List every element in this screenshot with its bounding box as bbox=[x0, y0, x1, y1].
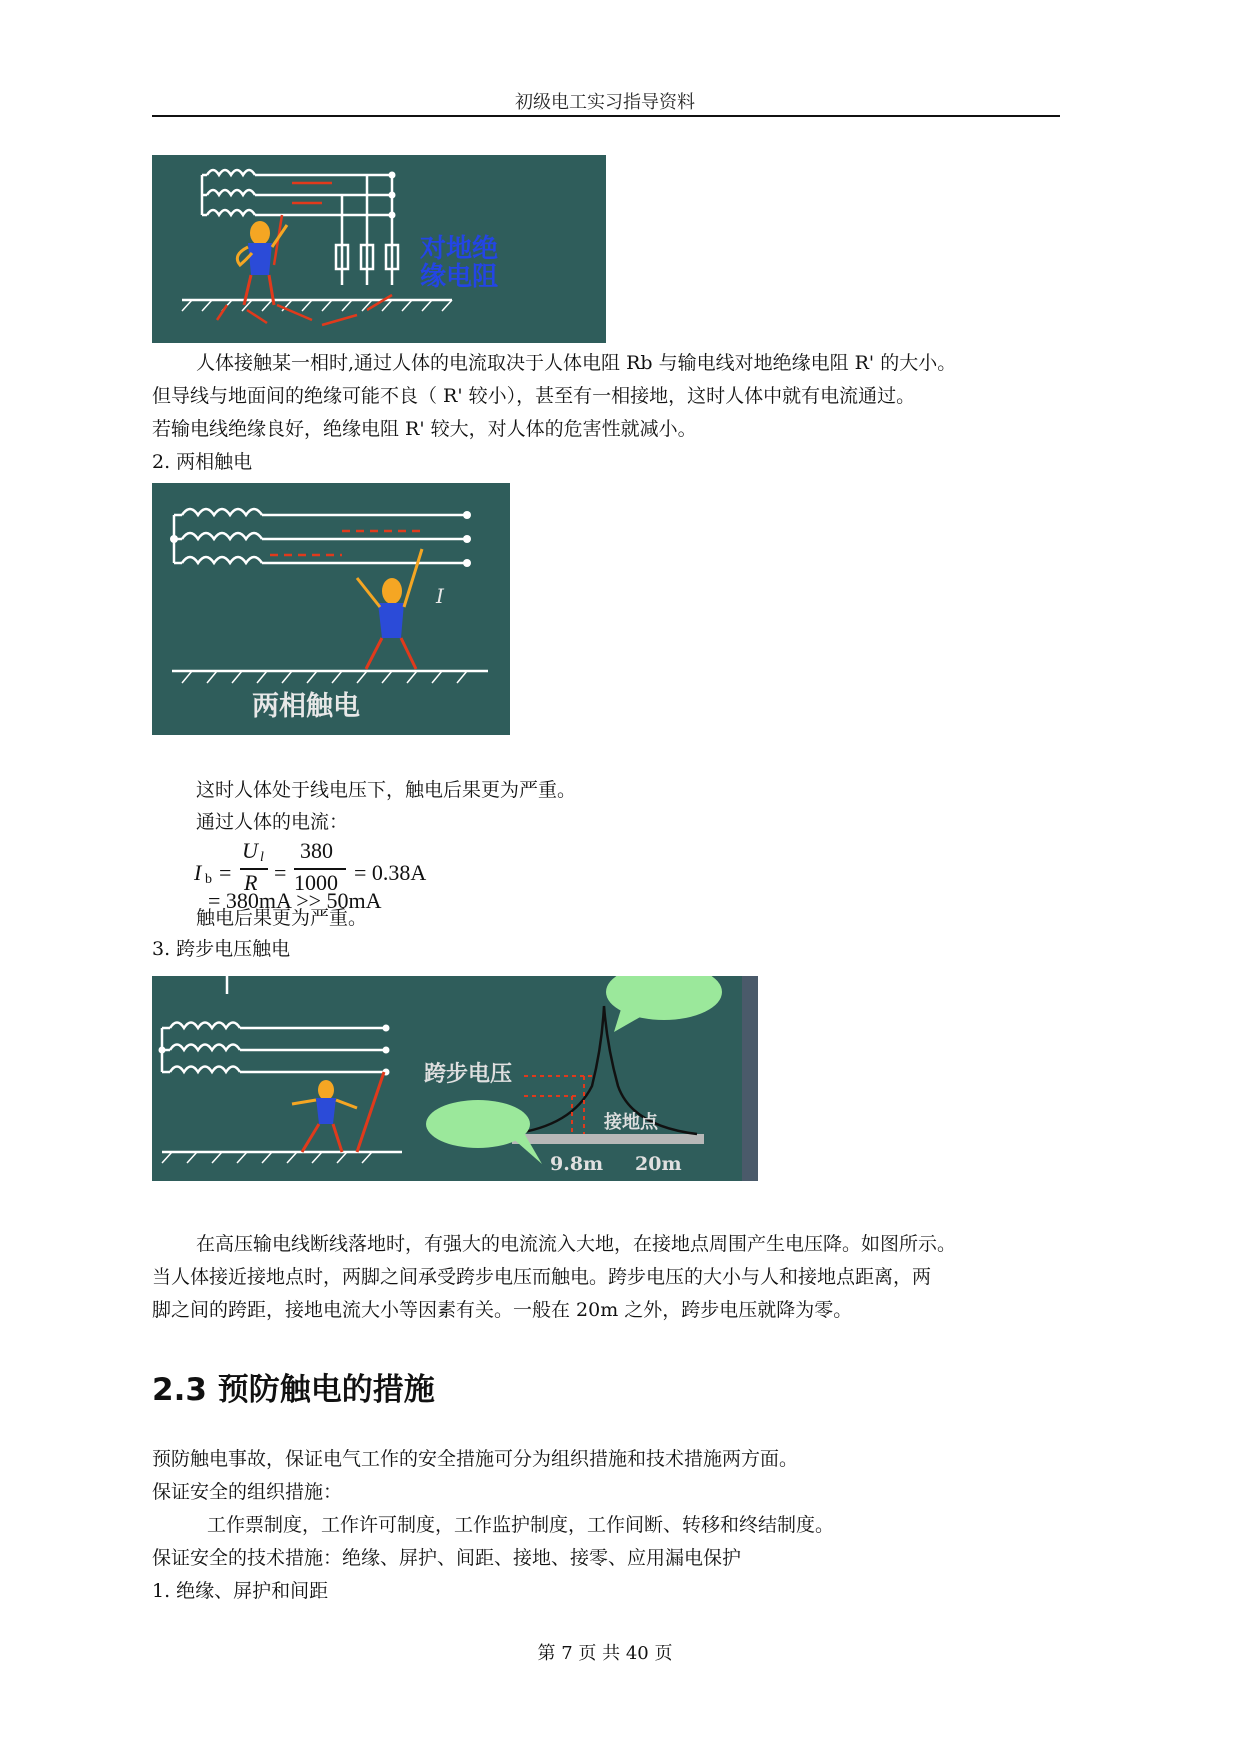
para4-line1: 预防触电事故，保证电气工作的安全措施可分为组织措施和技术措施两方面。 bbox=[152, 1448, 799, 1470]
para4-line5: 1. 绝缘、屏护和间距 bbox=[152, 1580, 329, 1602]
figure1-label-line2: 缘电阻 bbox=[420, 262, 499, 292]
figure-single-phase-contact bbox=[152, 155, 606, 343]
figure3-label-step: 跨步电压 bbox=[424, 1062, 513, 1087]
page-footer: 第 7 页 共 40 页 bbox=[537, 1643, 673, 1664]
figure3-label-ground: 接地点 bbox=[604, 1112, 658, 1133]
figure3-dist2: 20m bbox=[635, 1153, 682, 1175]
figure3-dist1: 9.8m bbox=[550, 1153, 604, 1175]
formula-num2: 380 bbox=[300, 838, 333, 863]
para4-line2: 保证安全的组织措施： bbox=[152, 1481, 343, 1503]
header-divider bbox=[152, 115, 1060, 117]
page-header-title: 初级电工实习指导资料 bbox=[515, 92, 695, 113]
formula-lhs: I bbox=[194, 860, 202, 885]
formula-overlap-text: 触电后果更为严重。 bbox=[196, 907, 368, 929]
formula-lhs-sub: b bbox=[205, 872, 212, 887]
para1-line1: 人体接触某一相时,通过人体的电流取决于人体电阻 Rb 与输电线对地绝缘电阻 R' 的大小。 bbox=[196, 352, 957, 374]
section3-title: 3. 跨步电压触电 bbox=[152, 938, 291, 960]
figure2-caption: 两相触电 bbox=[252, 691, 360, 722]
formula-num1-sub: l bbox=[260, 850, 264, 865]
formula-result: = 0.38A bbox=[354, 860, 427, 885]
formula-num1: U bbox=[242, 838, 258, 863]
para4-line4: 保证安全的技术措施：绝缘、屏护、间距、接地、接零、应用漏电保护 bbox=[152, 1547, 742, 1569]
section2-title: 2. 两相触电 bbox=[152, 451, 253, 473]
para4-line3: 工作票制度，工作许可制度，工作监护制度，工作间断、转移和终结制度。 bbox=[207, 1514, 835, 1536]
para3-line2: 当人体接近接地点时，两脚之间承受跨步电压而触电。跨步电压的大小与人和接地点距离，两 bbox=[152, 1266, 932, 1288]
formula-line2: = 380mA >> 50mA bbox=[208, 888, 382, 913]
formula-den2: 1000 bbox=[294, 870, 338, 895]
para1-line2: 但导线与地面间的绝缘可能不良（ R' 较小），甚至有一相接地，这时人体中就有电流通过。 bbox=[152, 385, 916, 407]
figure-step-voltage bbox=[152, 976, 758, 1181]
para2-line1: 这时人体处于线电压下，触电后果更为严重。 bbox=[196, 779, 577, 801]
section-heading-2-3: 2.3 预防触电的措施 bbox=[152, 1372, 435, 1408]
formula-den1: R bbox=[244, 870, 258, 895]
para3-line3: 脚之间的跨距，接地电流大小等因素有关。一般在 20m 之外，跨步电压就降为零。 bbox=[152, 1299, 853, 1321]
para2-line2: 通过人体的电流： bbox=[196, 811, 349, 833]
figure1-label-line1: 对地绝 bbox=[420, 234, 499, 264]
para1-line3: 若输电线绝缘良好，绝缘电阻 R' 较大，对人体的危害性就减小。 bbox=[152, 418, 697, 440]
para3-line1: 在高压输电线断线落地时，有强大的电流流入大地，在接地点周围产生电压降。如图所示。 bbox=[196, 1233, 957, 1255]
svg-text:I: I bbox=[436, 584, 444, 608]
current-formula: I b = U l R = 380 1000 = 0.38A = 380mA >> 50mA bbox=[194, 838, 427, 913]
figure-two-phase-contact bbox=[152, 483, 510, 735]
